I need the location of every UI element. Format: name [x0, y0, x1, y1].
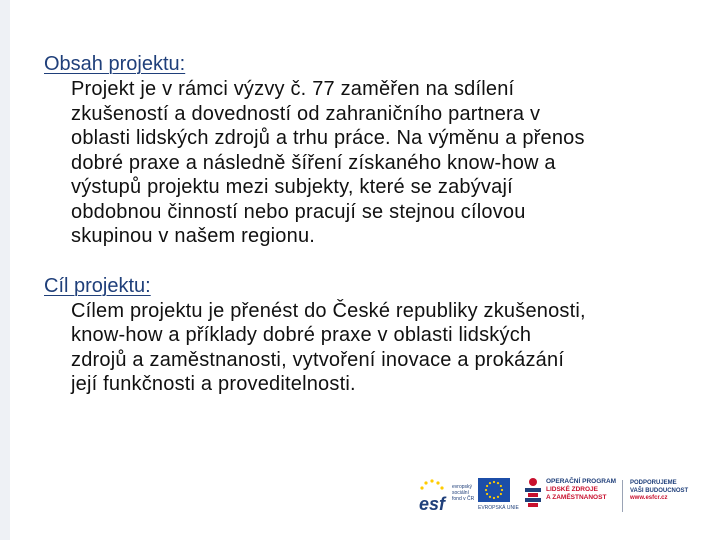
section-heading-obsah: Obsah projektu: — [44, 53, 186, 75]
support-caption-line: VAŠI BUDOUCNOST — [630, 487, 689, 494]
support-url: www.esfcr.cz — [630, 495, 668, 501]
op-lzz-logo — [522, 476, 622, 516]
logo-divider — [622, 480, 623, 512]
support-caption — [630, 480, 688, 503]
text-line: zkušeností a dovedností od zahraničního partnera v — [71, 102, 541, 125]
text-line: Cílem projektu je přenést do České republiky zkušenosti, — [71, 299, 586, 322]
slide-content — [44, 52, 694, 397]
op-caption-line: OPERAČNÍ PROGRAM — [546, 478, 617, 485]
esf-caption: evropský sociální fond v ČR — [452, 484, 475, 502]
op-figure-icon — [522, 476, 544, 512]
svg-text:esf: esf — [419, 494, 446, 514]
footer-logos — [418, 476, 718, 516]
eu-caption: EVROPSKÁ UNIE — [478, 505, 519, 511]
text-line: oblasti lidských zdrojů a trhu práce. Na výměnu a přenos — [71, 127, 585, 149]
esf-mark-icon — [418, 478, 452, 514]
text-line: výstupů projektu mezi subjekty, které se zabývají — [71, 176, 513, 198]
text-line: know-how a příklady dobré praxe v oblasti lidských — [71, 324, 532, 346]
support-caption-line: PODPORUJEME — [630, 480, 677, 486]
eu-flag-icon — [478, 478, 510, 502]
section-cil-projektu — [44, 274, 694, 397]
text-line: zdrojů a zaměstnanosti, vytvoření inovace a prokázání — [71, 348, 565, 371]
section-paragraph-cil — [71, 299, 694, 397]
text-line: obdobnou činností nebo pracují se stejnou cílovou — [71, 200, 526, 223]
section-obsah-projektu — [44, 52, 694, 249]
op-caption — [546, 478, 616, 502]
text-line: skupinou v našem regionu. — [71, 225, 316, 247]
text-line: Projekt je v rámci výzvy č. 77 zaměřen na sdílení — [71, 78, 515, 100]
corner-decoration — [0, 0, 22, 540]
eu-logo — [478, 478, 519, 516]
esf-logo — [418, 478, 476, 514]
text-line: dobré praxe a následně šíření získaného know-how a — [71, 151, 556, 174]
support-logo — [630, 480, 714, 514]
section-heading-cil: Cíl projektu: — [44, 274, 151, 297]
section-paragraph-obsah — [71, 77, 694, 249]
text-line: její funkčnosti a proveditelnosti. — [71, 373, 356, 395]
op-caption-line: A ZAMĚSTNANOST — [546, 494, 607, 501]
op-caption-line: LIDSKÉ ZDROJE — [546, 486, 599, 493]
